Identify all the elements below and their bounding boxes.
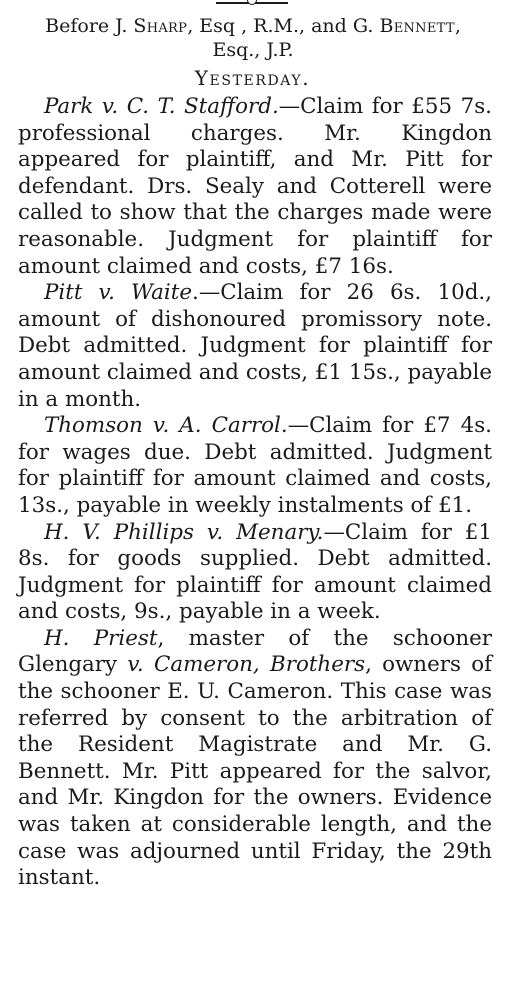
case-paragraph — [18, 520, 492, 626]
dateline: Yesterday. — [194, 66, 311, 90]
case-title: H. Priest — [44, 625, 158, 651]
case-text: , owners of the schooner E. U. Cameron. This case was referred by consent to the arbitration of the Resident Magistrate and Mr. G. Bennett. Mr. Pitt appeared for the salvor, and Mr. Kingdon for the owners. Evidence was taken at considerable length, and the case was adjourned until Friday, the 29th instant. — [18, 652, 493, 891]
case-list — [18, 94, 492, 892]
header-line-1: Before J. Sharp, Esq , R.M., and G. Bennett, — [45, 15, 461, 37]
case-defendant: v. Cameron, Brothers — [127, 652, 366, 678]
case-text: —Claim for £55 7s. professional charges. Mr. Kingdon appeared for plaintiff, and Mr. Pitt for defendant. Drs. Sealy and Cotterell were called to show that the charges made were reasonable. Judgment for plaintiff for amount claimed and costs, £7 16s. — [18, 94, 492, 279]
case-text: .—Claim for 26 6s. 10d., amount of dishonoured promissory note. Debt admitted. Judgment for plaintiff for amount claimed and costs, £1 15s., payable in a month. — [18, 280, 492, 412]
header-line-2: Esq., J.P. — [212, 39, 294, 61]
case-paragraph — [18, 413, 492, 519]
name-sharp: Sharp — [133, 15, 188, 37]
case-text: , master of the schooner Glengary — [18, 625, 492, 678]
case-title: Pitt v. Waite — [44, 280, 193, 306]
case-title: Park v. C. T. Stafford. — [44, 94, 279, 119]
case-text: —Claim for £7 4s. for wages due. Debt admitted. Judgment for plaintiff for amount claimed and costs, 13s., payable in weekly instalments of £1. — [18, 413, 492, 518]
case-paragraph — [18, 280, 492, 413]
case-text: —Claim for £1 8s. for goods supplied. Debt admitted. Judgment for plaintiff for amount claimed and costs, 9s., payable in a week. — [18, 519, 492, 625]
column-divider-ornament — [216, 2, 288, 4]
case-paragraph — [18, 626, 492, 892]
case-title: Thomson v. A. Carrol. — [44, 413, 288, 439]
court-header — [16, 14, 490, 62]
name-bennett: Bennett — [379, 15, 455, 37]
case-title: H. V. Phillips v. Menary. — [44, 519, 324, 545]
case-paragraph — [18, 94, 492, 280]
